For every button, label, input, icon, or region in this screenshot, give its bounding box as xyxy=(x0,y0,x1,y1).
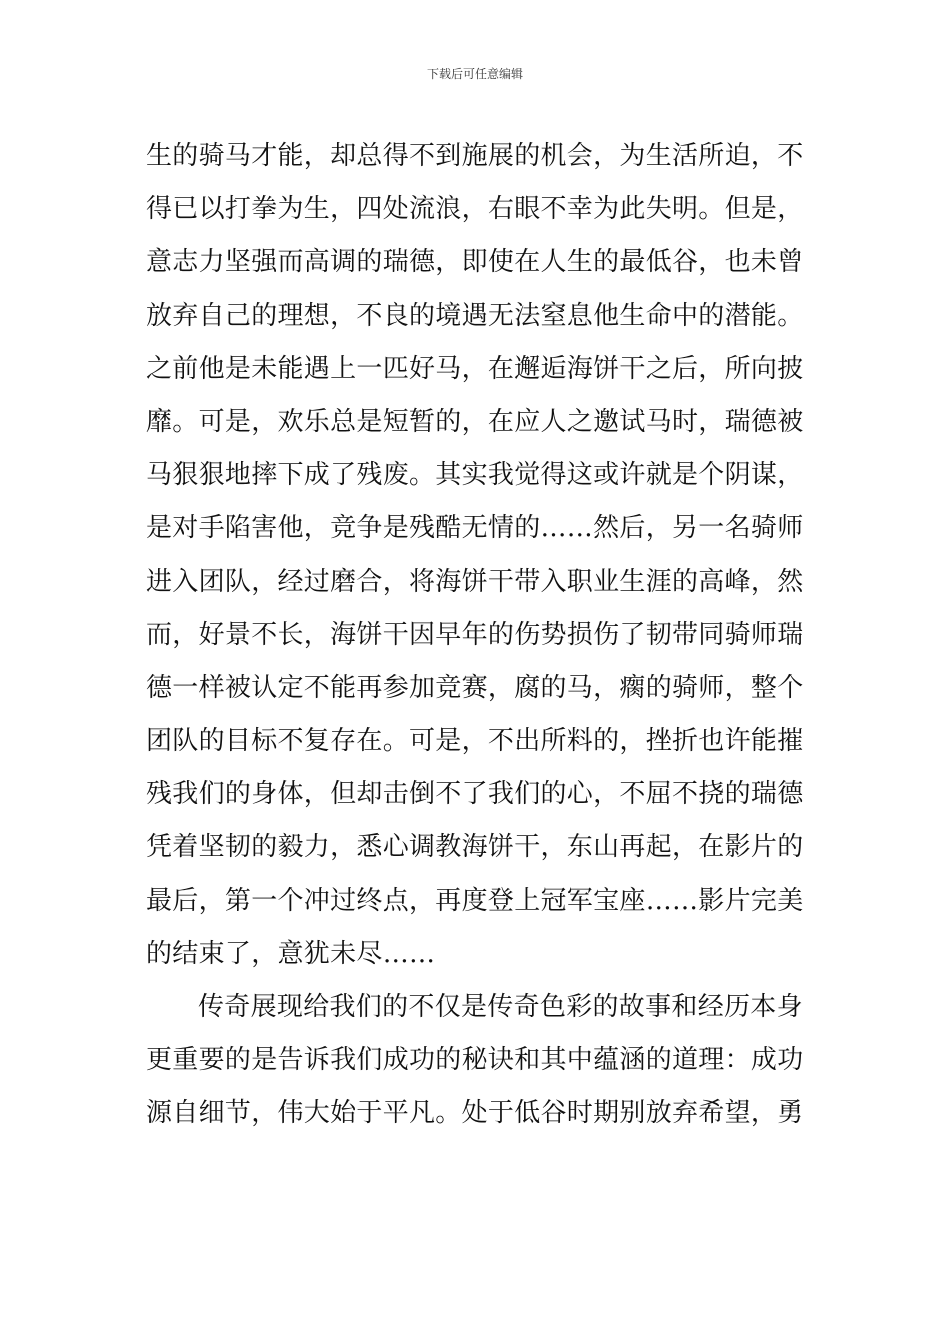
text-line: 团队的目标不复存在。可是，不出所料的，挫折也许能摧 xyxy=(146,726,804,757)
text-line: 放弃自己的理想，不良的境遇无法窒息他生命中的潜能。 xyxy=(146,300,804,331)
text-line: 更重要的是告诉我们成功的秘诀和其中蕴涵的道理：成功 xyxy=(146,1045,804,1076)
text-line: 之前他是未能遇上一匹好马，在邂逅海饼干之后，所向披 xyxy=(146,353,804,384)
text-line: 而，好景不长，海饼干因早年的伤势损伤了韧带同骑师瑞 xyxy=(146,619,804,650)
text-line: 残我们的身体，但却击倒不了我们的心，不屈不挠的瑞德 xyxy=(146,779,804,810)
text-line: 进入团队，经过磨合，将海饼干带入职业生涯的高峰，然 xyxy=(146,566,804,597)
text-line: 的结束了，意犹未尽…… xyxy=(146,938,436,969)
text-line: 源自细节，伟大始于平凡。处于低谷时期别放弃希望，勇 xyxy=(146,1098,804,1129)
text-line: 德一样被认定不能再参加竞赛，腐的马，瘸的骑师，整个 xyxy=(146,672,804,703)
text-line: 靡。可是，欢乐总是短暂的，在应人之邀试马时，瑞德被 xyxy=(146,406,804,437)
page-header: 下载后可任意编辑 xyxy=(426,67,523,81)
document-body xyxy=(146,130,808,1141)
text-line: 凭着坚韧的毅力，悉心调教海饼干，东山再起，在影片的 xyxy=(146,832,804,863)
paragraph-start-line: 传奇展现给我们的不仅是传奇色彩的故事和经历本身 xyxy=(198,992,803,1022)
text-line: 最后，第一个冲过终点，再度登上冠军宝座……影片完美 xyxy=(146,885,804,916)
text-line: 意志力坚强而高调的瑞德，即使在人生的最低谷，也未曾 xyxy=(146,247,804,278)
text-line: 马狠狠地摔下成了残废。其实我觉得这或许就是个阴谋， xyxy=(146,460,804,491)
text-line: 生的骑马才能，却总得不到施展的机会，为生活所迫，不 xyxy=(146,141,804,171)
text-line: 得已以打拳为生，四处流浪，右眼不幸为此失明。但是， xyxy=(146,194,804,225)
text-line: 是对手陷害他，竞争是残酷无情的……然后，另一名骑师 xyxy=(146,513,804,544)
